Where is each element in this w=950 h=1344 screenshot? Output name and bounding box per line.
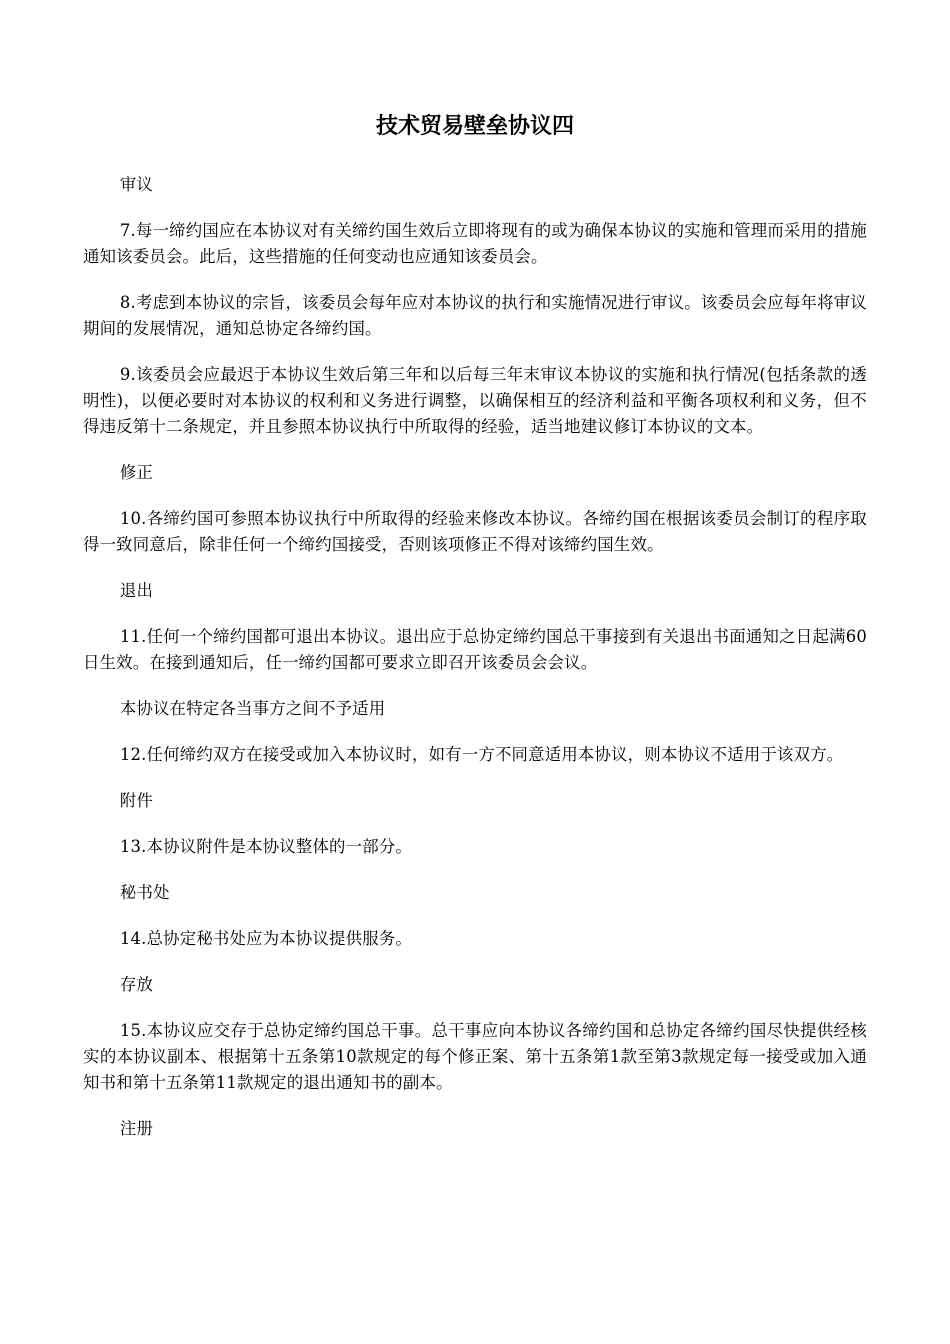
section-heading-registration: 注册 (119, 1119, 154, 1138)
paragraph-9: 9.该委员会应最迟于本协议生效后第三年和以后每三年末审议本协议的实施和执行情况(包括条款的透明性)，以便必要时对本协议的权利和义务进行调整，以确保相互的经济利益和平衡各项权利和义务，但不得违反第十二条规定，并且参照本协议执行中所取得的经验，适当地建议修订本协议的文本。 (83, 365, 867, 436)
section-heading-secretariat: 秘书处 (119, 883, 170, 902)
paragraph-12: 12.任何缔约双方在接受或加入本协议时，如有一方不同意适用本协议，则本协议不适用于该双方。 (119, 745, 844, 764)
paragraph-11: 11.任何一个缔约国都可退出本协议。退出应于总协定缔约国总干事接到有关退出书面通知之日起满60日生效。在接到通知后，任一缔约国都可要求立即召开该委员会会议。 (83, 627, 867, 672)
section-heading-non-application: 本协议在特定各当事方之间不予适用 (119, 699, 386, 718)
section-heading-deposit: 存放 (119, 975, 154, 994)
paragraph-8: 8.考虑到本协议的宗旨，该委员会每年应对本协议的执行和实施情况进行审议。该委员会应每年将审议期间的发展情况，通知总协定各缔约国。 (83, 293, 867, 338)
document-title: 技术贸易壁垒协议四 (375, 114, 574, 139)
section-heading-withdrawal: 退出 (119, 581, 154, 600)
paragraph-13: 13.本协议附件是本协议整体的一部分。 (119, 837, 413, 856)
document-body (83, 172, 867, 1162)
section-heading-review: 审议 (119, 175, 154, 194)
paragraph-10: 10.各缔约国可参照本协议执行中所取得的经验来修改本协议。各缔约国在根据该委员会制订的程序取得一致同意后，除非任何一个缔约国接受，否则该项修正不得对该缔约国生效。 (83, 509, 867, 554)
section-heading-amendment: 修正 (119, 463, 154, 482)
paragraph-7: 7.每一缔约国应在本协议对有关缔约国生效后立即将现有的或为确保本协议的实施和管理而采用的措施通知该委员会。此后，这些措施的任何变动也应通知该委员会。 (83, 221, 867, 266)
paragraph-15: 15.本协议应交存于总协定缔约国总干事。总干事应向本协议各缔约国和总协定各缔约国尽快提供经核实的本协议副本、根据第十五条第10款规定的每个修正案、第十五条第1款至第3款规定每一接受或加入通知书和第十五条第11款规定的退出通知书的副本。 (83, 1021, 867, 1092)
paragraph-14: 14.总协定秘书处应为本协议提供服务。 (119, 929, 413, 948)
section-heading-annexes: 附件 (119, 791, 154, 810)
